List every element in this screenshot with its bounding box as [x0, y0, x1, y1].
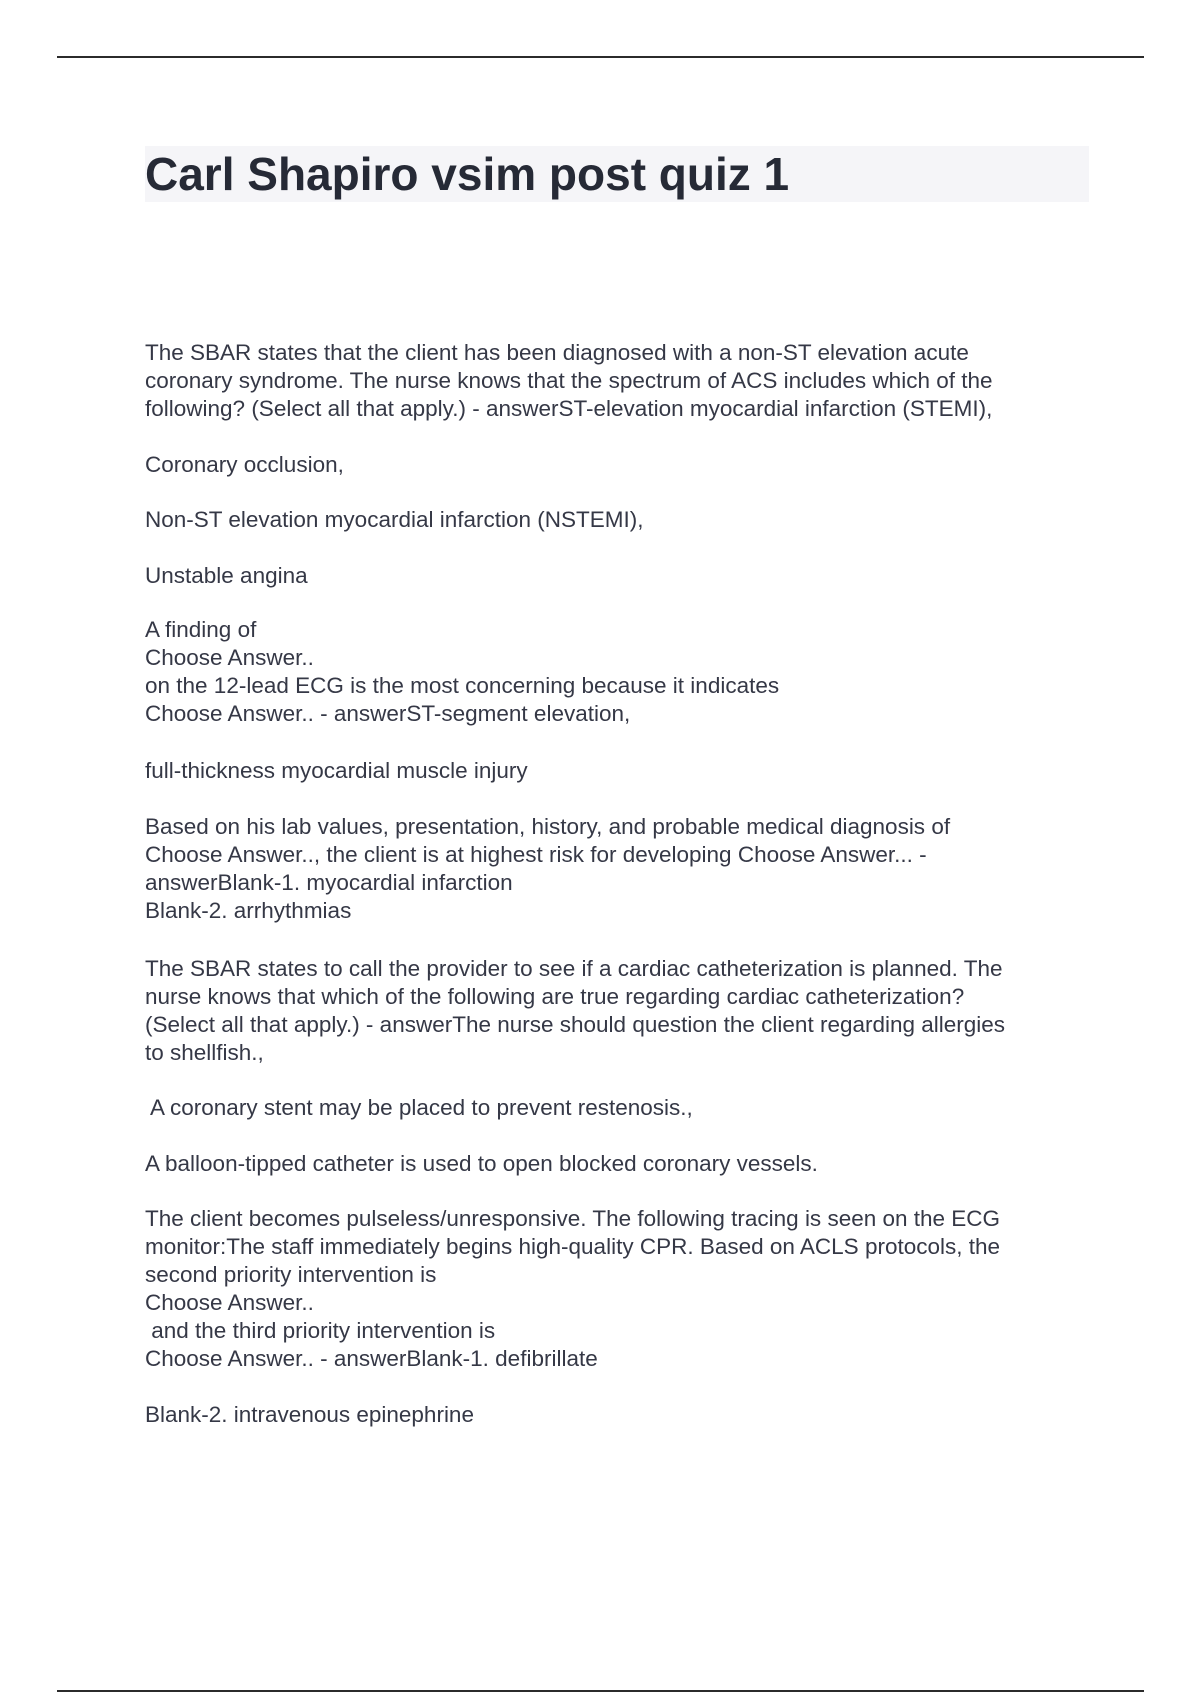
- qa-block: [145, 955, 1005, 1067]
- text-line: Coronary occlusion,: [145, 452, 344, 477]
- footer-rule: [57, 1690, 1144, 1692]
- header-rule: [57, 56, 1144, 58]
- answer-item: [145, 562, 308, 590]
- qa-block: [145, 1205, 1000, 1373]
- text-line: Blank-2. intravenous epinephrine: [145, 1402, 474, 1427]
- text-line: monitor:The staff immediately begins high-quality CPR. Based on ACLS protocols, the: [145, 1234, 1001, 1259]
- text-line: A coronary stent may be placed to prevent restenosis.,: [145, 1095, 693, 1120]
- text-line: nurse knows that which of the following are true regarding cardiac catheterization?: [145, 984, 965, 1009]
- text-line: answerBlank-1. myocardial infarction: [145, 870, 513, 895]
- text-line: Unstable angina: [145, 563, 308, 588]
- text-line: following? (Select all that apply.) - answerST-elevation myocardial infarction (STEMI),: [145, 396, 993, 421]
- text-line: Blank-2. arrhythmias: [145, 898, 352, 923]
- text-line: Choose Answer..: [145, 645, 314, 670]
- text-line: on the 12-lead ECG is the most concerning because it indicates: [145, 673, 780, 698]
- text-line: Non-ST elevation myocardial infarction (NSTEMI),: [145, 507, 644, 532]
- text-line: Choose Answer.. - answerBlank-1. defibrillate: [145, 1346, 598, 1371]
- text-line: Choose Answer..: [145, 1290, 314, 1315]
- text-line: The client becomes pulseless/unresponsive. The following tracing is seen on the ECG: [145, 1206, 1001, 1231]
- text-line: The SBAR states to call the provider to see if a cardiac catheterization is planned. The: [145, 956, 1003, 981]
- qa-block: [145, 813, 950, 925]
- text-line: full-thickness myocardial muscle injury: [145, 758, 528, 783]
- qa-block: [145, 616, 779, 728]
- text-line: (Select all that apply.) - answerThe nurse should question the client regarding allergies: [145, 1012, 1006, 1037]
- answer-item: [145, 451, 344, 479]
- text-line: Based on his lab values, presentation, history, and probable medical diagnosis of: [145, 814, 951, 839]
- text-line: second priority intervention is: [145, 1262, 437, 1287]
- text-line: and the third priority intervention is: [145, 1318, 496, 1343]
- text-line: The SBAR states that the client has been diagnosed with a non-ST elevation acute: [145, 340, 969, 365]
- text-line: A balloon-tipped catheter is used to open blocked coronary vessels.: [145, 1151, 818, 1176]
- text-line: Choose Answer.., the client is at highest risk for developing Choose Answer... -: [145, 842, 927, 867]
- qa-block: [145, 339, 993, 423]
- text-line: coronary syndrome. The nurse knows that the spectrum of ACS includes which of the: [145, 368, 993, 393]
- answer-item: [145, 1150, 818, 1178]
- answer-item: [145, 1094, 693, 1122]
- document-title: Carl Shapiro vsim post quiz 1: [145, 148, 790, 200]
- answer-item: [145, 506, 644, 534]
- answer-item: [145, 1401, 474, 1429]
- text-line: A finding of: [145, 617, 257, 642]
- text-line: to shellfish.,: [145, 1040, 264, 1065]
- answer-item: [145, 757, 528, 785]
- text-line: Choose Answer.. - answerST-segment elevation,: [145, 701, 631, 726]
